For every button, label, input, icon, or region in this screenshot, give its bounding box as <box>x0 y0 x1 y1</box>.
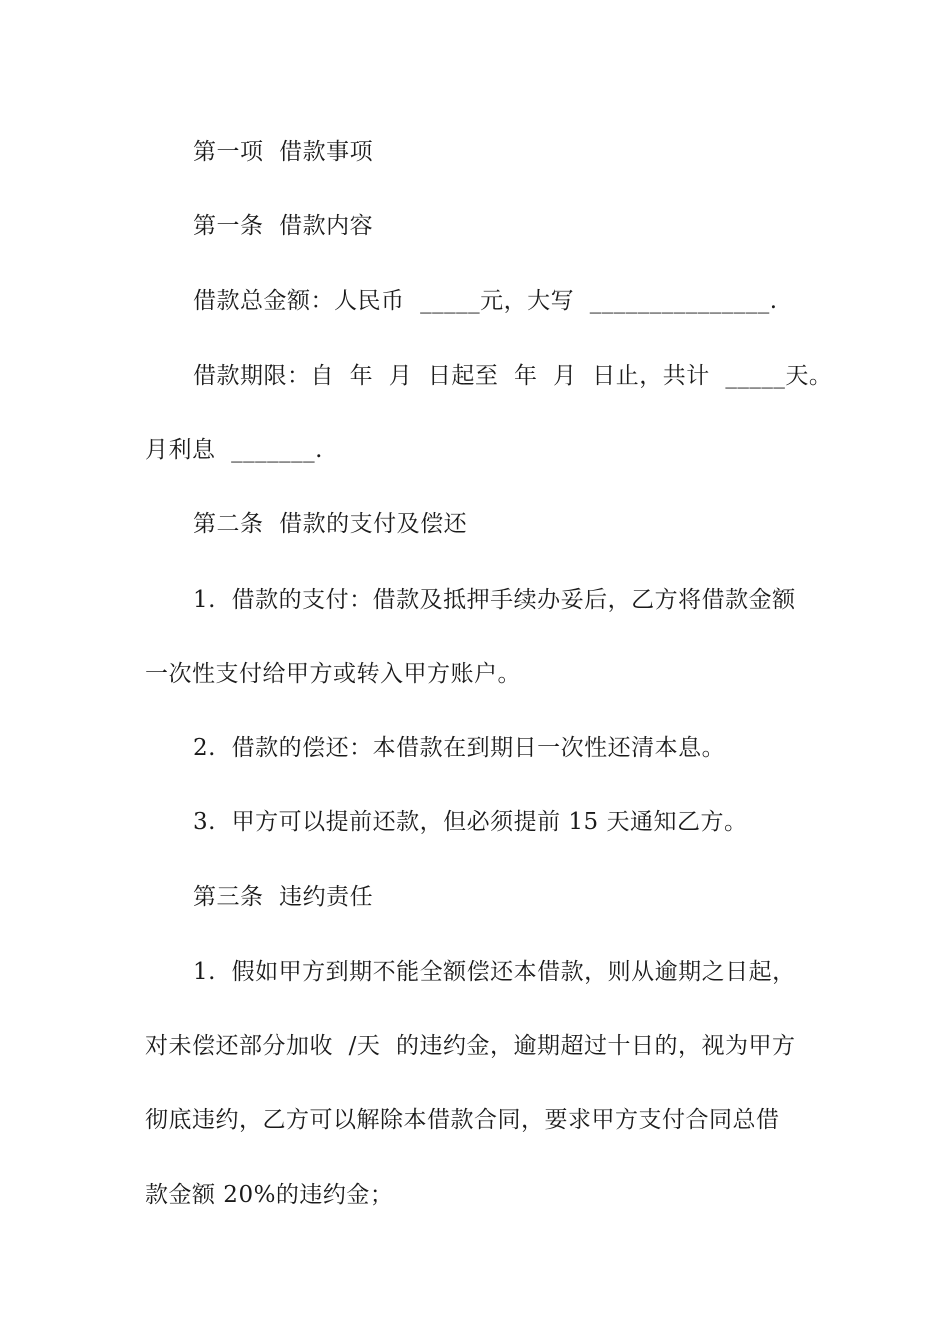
paragraph-line: 彻底违约，乙方可以解除本借款合同，要求甲方支付合同总借 <box>145 1107 780 1133</box>
section-heading: 第一项 借款事项 <box>193 139 374 165</box>
article-heading: 第二条 借款的支付及偿还 <box>193 511 468 537</box>
paragraph-line: 2. 借款的偿还：本借款在到期日一次性还清本息。 <box>193 735 726 761</box>
paragraph-line: 借款总金额：人民币 _____元，大写 _______________. <box>193 288 778 314</box>
paragraph-line: 1. 假如甲方到期不能全额偿还本借款，则从逾期之日起， <box>193 959 796 985</box>
paragraph-line: 月利息 _______. <box>145 437 323 463</box>
paragraph-line: 一次性支付给甲方或转入甲方账户。 <box>145 661 521 687</box>
paragraph-line: 1. 借款的支付：借款及抵押手续办妥后，乙方将借款金额 <box>193 587 796 613</box>
article-heading: 第三条 违约责任 <box>193 884 374 910</box>
paragraph-line: 借款期限：自 年 月 日起至 年 月 日止，共计 _____天。 <box>193 363 833 389</box>
paragraph-line: 对未偿还部分加收 /天 的违约金，逾期超过十日的，视为甲方 <box>145 1033 796 1059</box>
paragraph-line: 款金额 20%的违约金； <box>145 1182 394 1208</box>
paragraph-line: 3. 甲方可以提前还款，但必须提前 15 天通知乙方。 <box>193 809 748 835</box>
article-heading: 第一条 借款内容 <box>193 213 374 239</box>
